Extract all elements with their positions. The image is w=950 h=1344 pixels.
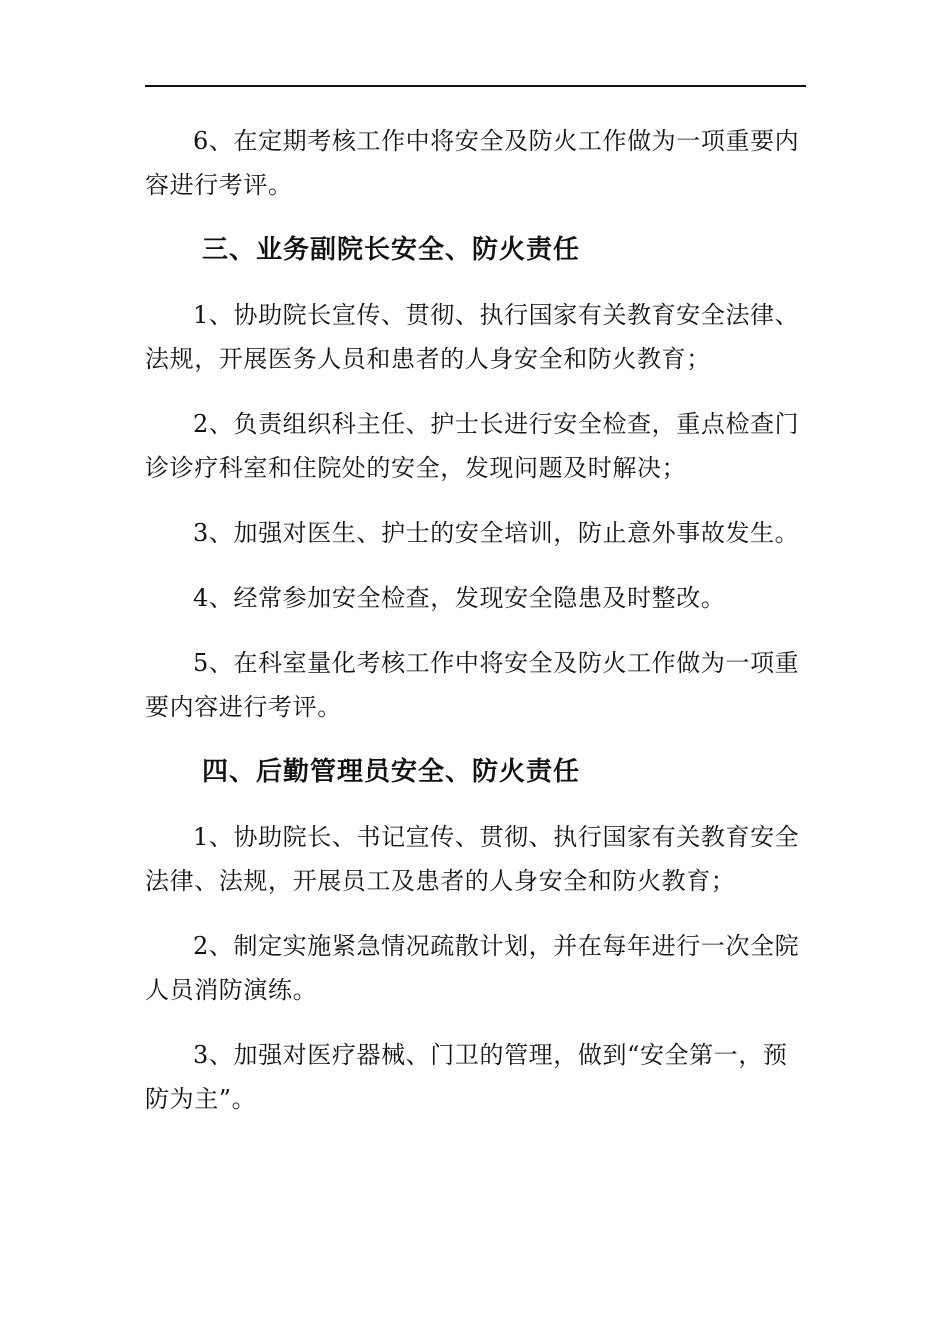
paragraph-item-2-inspection: 2、负责组织科主任、护士长进行安全检查，重点检查门诊诊疗科室和住院处的安全，发现问题及时解决；: [145, 410, 800, 482]
section-heading-3: 三、业务副院长安全、防火责任: [202, 235, 581, 265]
header-rule: [145, 85, 806, 87]
section-heading-4: 四、后勤管理员安全、防火责任: [202, 757, 581, 787]
paragraph-item-5-assessment: 5、在科室量化考核工作中将安全及防火工作做为一项重要内容进行考评。: [145, 649, 800, 721]
paragraph-item-3-training: 3、加强对医生、护士的安全培训，防止意外事故发生。: [193, 519, 800, 547]
paragraph-item-6-review: 6、在定期考核工作中将安全及防火工作做为一项重要内容进行考评。: [145, 127, 800, 199]
paragraph-item-2-evacuation-plan: 2、制定实施紧急情况疏散计划，并在每年进行一次全院人员消防演练。: [145, 932, 800, 1004]
paragraph-item-4-checks: 4、经常参加安全检查，发现安全隐患及时整改。: [193, 584, 726, 612]
document-body: [145, 119, 806, 1142]
paragraph-item-1-publicity: 1、协助院长宣传、贯彻、执行国家有关教育安全法律、法规，开展医务人员和患者的人身安全和防火教育；: [145, 301, 800, 373]
paragraph-item-1-logistics-publicity: 1、协助院长、书记宣传、贯彻、执行国家有关教育安全法律、法规，开展员工及患者的人身安全和防火教育；: [145, 823, 800, 895]
paragraph-item-3-equipment-management: 3、加强对医疗器械、门卫的管理，做到“安全第一，预防为主”。: [145, 1041, 788, 1113]
